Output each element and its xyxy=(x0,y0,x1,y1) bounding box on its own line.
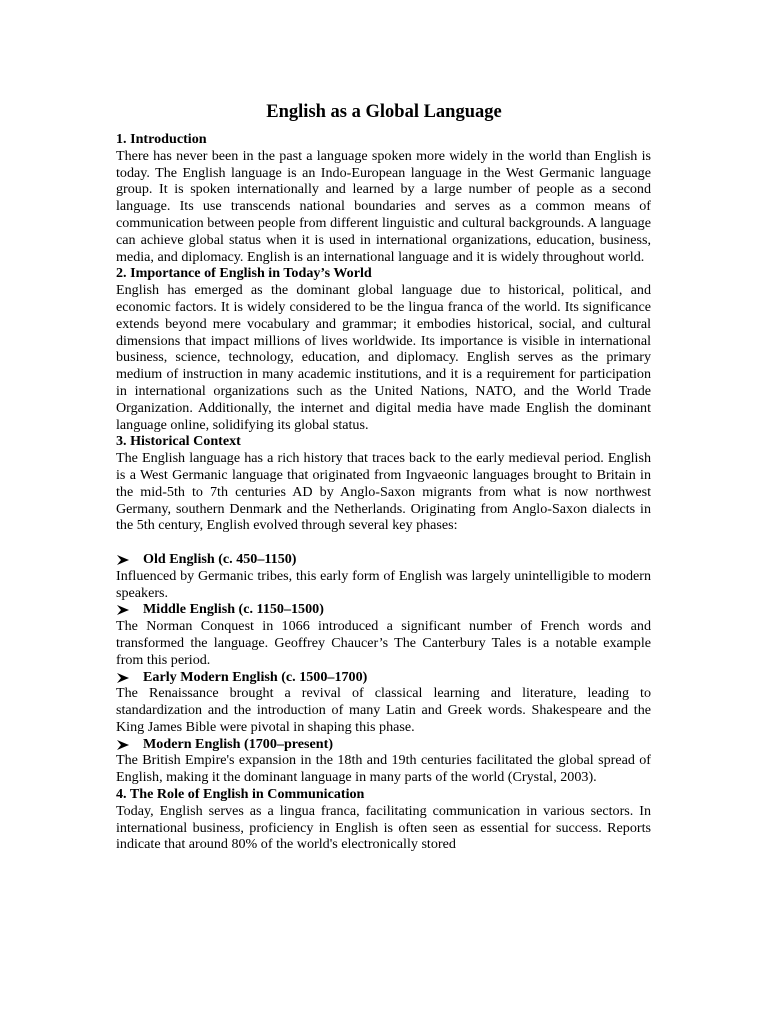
section-introduction xyxy=(116,131,651,265)
section-role-in-communication xyxy=(116,786,651,853)
phase-title xyxy=(116,551,651,568)
blank-line xyxy=(116,534,651,551)
phase-title xyxy=(116,736,651,753)
phase-description: The British Empire's expansion in the 18th and 19th centuries facilitated the global spread of English, making it the dominant language in many parts of the world (Crystal, 2003). xyxy=(116,752,651,786)
section-heading: 3. Historical Context xyxy=(116,433,241,450)
paragraph: The English language has a rich history that traces back to the early medieval period. English is a West Germanic language that originated from Ingvaeonic languages brought to Britain in the mid-5th to 7th centuries AD by Anglo-Saxon migrants from what is now northwest Germany, southern Denmark and the Netherlands. Originating from Anglo-Saxon dialects in the 5th century, English evolved through several key phases: xyxy=(116,450,651,534)
section-importance xyxy=(116,265,651,433)
phase-item xyxy=(116,601,651,668)
phase-description: The Norman Conquest in 1066 introduced a significant number of French words and transformed the language. Geoffrey Chaucer’s The Canterbury Tales is a notable example from this period. xyxy=(116,618,651,668)
phase-title-text: Middle English (c. 1150–1500) xyxy=(143,601,324,618)
arrowhead-bullet-icon xyxy=(117,555,129,565)
phase-title-text: Old English (c. 450–1150) xyxy=(143,550,297,567)
phase-description: Influenced by Germanic tribes, this early form of English was largely unintelligible to modern speakers. xyxy=(116,567,651,601)
phase-item xyxy=(116,669,651,736)
paragraph: Today, English serves as a lingua franca, facilitating communication in various sectors. In international business, proficiency in English is often seen as essential for success. Reports indicate that around 80% of the world's electronically stored xyxy=(116,802,651,853)
arrowhead-bullet-icon xyxy=(117,673,129,683)
paragraph: There has never been in the past a language spoken more widely in the world than English is today. The English language is an Indo-European language in the West Germanic language group. It is spoken internationally and learned by a large number of people as a second language. Its use transcends national boundaries and serves as a common means of communication between people from different linguistic and cultural backgrounds. A language can achieve global status when it is used in international organizations, education, business, media, and diplomacy. English is an international language and it is widely throughout world. xyxy=(116,147,651,265)
phase-item xyxy=(116,551,651,601)
section-heading: 4. The Role of English in Communication xyxy=(116,786,365,803)
phase-title-text: Early Modern English (c. 1500–1700) xyxy=(143,668,368,685)
phase-title-text: Modern English (1700–present) xyxy=(143,735,334,752)
phase-title xyxy=(116,601,651,618)
document-title: English as a Global Language xyxy=(266,102,502,123)
section-heading: 1. Introduction xyxy=(116,131,207,147)
phase-item xyxy=(116,736,651,786)
phase-description: The Renaissance brought a revival of classical learning and literature, leading to standardization and the introduction of many Latin and Greek words. Shakespeare and the King James Bible were pivotal in shaping this phase. xyxy=(116,685,651,735)
section-heading: 2. Importance of English in Today’s World xyxy=(116,265,372,282)
document-body xyxy=(116,131,651,853)
phase-title xyxy=(116,669,651,686)
section-historical-context xyxy=(116,433,651,786)
arrowhead-bullet-icon xyxy=(117,740,129,750)
paragraph: English has emerged as the dominant global language due to historical, political, and economic factors. It is widely considered to be the lingua franca of the world. Its significance extends beyond mere vocabulary and grammar; it embodies historical, social, and cultural dimensions that impact millions of lives worldwide. Its importance is visible in international business, science, technology, education, and diplomacy. English serves as the primary medium of instruction in many academic institutions, and it is a requirement for participation in international organizations such as the United Nations, NATO, and the World Trade Organization. Additionally, the internet and digital media have made English the dominant language online, solidifying its global status. xyxy=(116,282,651,433)
arrowhead-bullet-icon xyxy=(117,605,129,615)
